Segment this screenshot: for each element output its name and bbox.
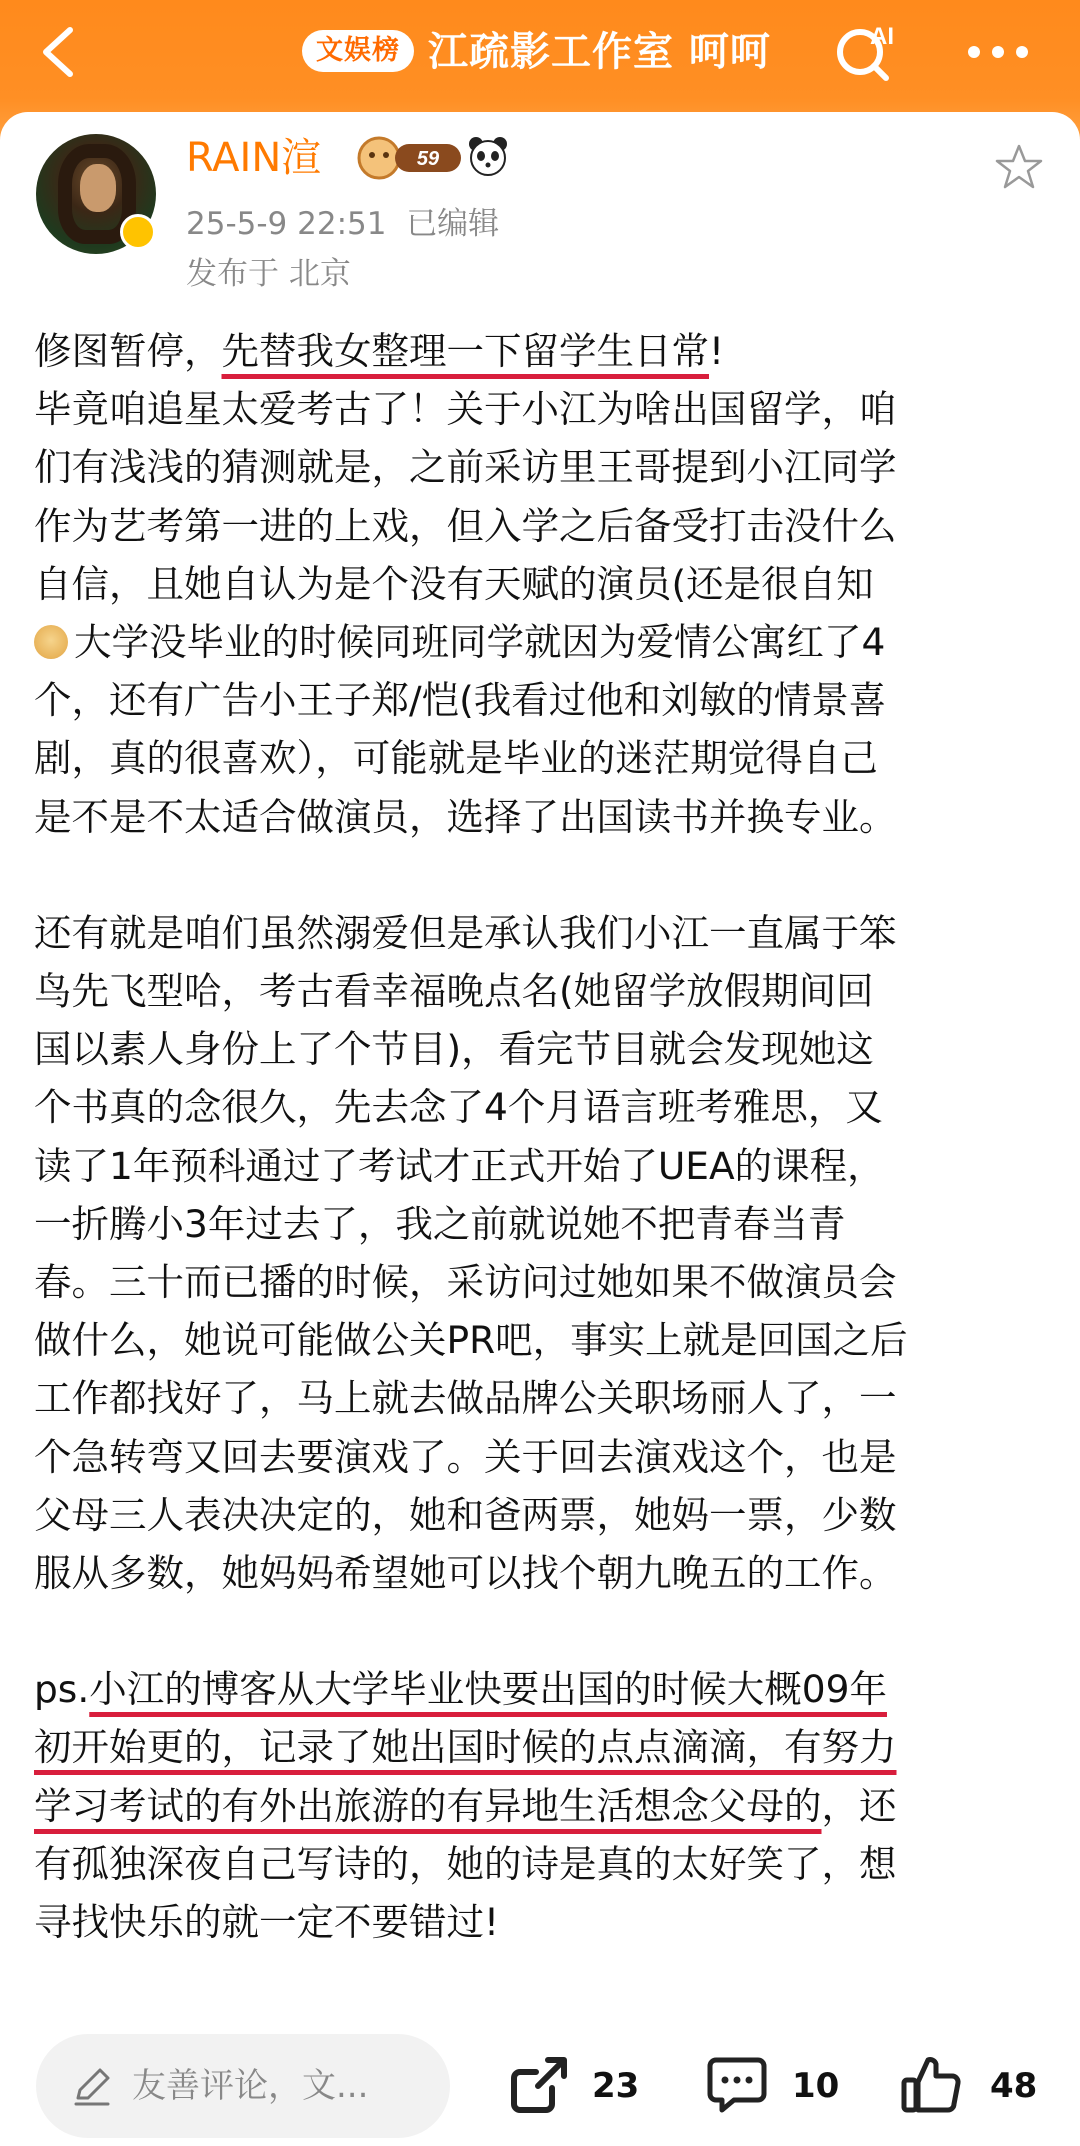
like-count[interactable]: 48 bbox=[990, 2066, 1038, 2106]
text-line: 个急转弯又回去要演戏了。关于回去演戏这个，也是 bbox=[34, 1434, 897, 1479]
text-line: 做什么，她说可能做公关PR吧，事实上就是回国之后 bbox=[34, 1318, 908, 1363]
post-meta-time bbox=[186, 202, 499, 246]
bottom-action-bar bbox=[0, 2034, 1080, 2146]
text-line: 春。三十而已播的时候，采访问过她如果不做演员会 bbox=[34, 1260, 897, 1305]
panda-icon bbox=[466, 134, 510, 178]
text-line: 工作都找好了，马上就去做品牌公关职场丽人了，一 bbox=[34, 1376, 897, 1421]
post-location: 发布于 北京 bbox=[186, 256, 351, 292]
topic-title[interactable]: 江疏影工作室 呵呵 bbox=[428, 29, 771, 75]
text-line: 是不是不太适合做演员，选择了出国读书并换专业。 bbox=[34, 794, 897, 839]
text-line: 有孤独深夜自己写诗的，她的诗是真的太好笑了，想 bbox=[34, 1841, 897, 1886]
text-line: ps.小江的博客从大学毕业快要出国的时候大概09年 bbox=[34, 1667, 887, 1712]
doge-emoji-icon bbox=[34, 625, 68, 659]
topic-tag[interactable]: 文娱榜 bbox=[302, 30, 414, 72]
ai-search-icon[interactable] bbox=[830, 18, 900, 88]
more-icon[interactable] bbox=[966, 44, 1030, 60]
text-line: 寻找快乐的就一定不要错过! bbox=[34, 1900, 500, 1945]
comment-input[interactable] bbox=[36, 2034, 450, 2138]
share-count[interactable]: 23 bbox=[592, 2066, 640, 2106]
edited-label[interactable]: 已编辑 bbox=[406, 206, 500, 242]
text-line: 作为艺考第一进的上戏，但入学之后备受打击没什么 bbox=[34, 503, 897, 548]
text-line: 初开始更的，记录了她出国时候的点点滴滴，有努力 bbox=[34, 1725, 897, 1770]
pen-icon bbox=[70, 2064, 114, 2108]
text-line: 个书真的念很久，先去念了4个月语言班考雅思，又 bbox=[34, 1085, 883, 1130]
text-line: 剧，真的很喜欢），可能就是毕业的迷茫期觉得自己 bbox=[34, 736, 878, 781]
username[interactable]: RAIN渲 bbox=[186, 135, 322, 181]
text-line: 大学没毕业的时候同班同学就因为爱情公寓红了4 bbox=[34, 613, 1054, 671]
comment-icon[interactable] bbox=[706, 2054, 768, 2116]
post-card bbox=[0, 112, 1080, 2046]
post-body bbox=[34, 322, 1054, 1951]
text-line: 个，还有广告小王子郑/恺(我看过他和刘敏的情景喜 bbox=[34, 678, 887, 723]
svg-text:AI: AI bbox=[870, 23, 894, 50]
post-time: 25-5-9 22:51 bbox=[186, 206, 387, 242]
text-line: 自信，且她自认为是个没有天赋的演员(还是很自知 bbox=[34, 561, 874, 606]
text-line: 还有就是咱们虽然溺爱但是承认我们小江一直属于笨 bbox=[34, 910, 897, 955]
text-line: 鸟先飞型哈，考古看幸福晚点名(她留学放假期间回 bbox=[34, 969, 874, 1014]
comment-count[interactable]: 10 bbox=[792, 2066, 840, 2106]
text-line: 读了1年预科通过了考试才正式开始了UEA的课程， bbox=[34, 1143, 885, 1188]
text-line: 学习考试的有外出旅游的有异地生活想念父母的，还 bbox=[34, 1783, 897, 1828]
text-line: 服从多数，她妈妈希望她可以找个朝九晚五的工作。 bbox=[34, 1551, 897, 1596]
verified-badge-icon bbox=[120, 214, 156, 250]
level-number: 59 bbox=[416, 148, 440, 170]
text-line: 毕竟咱追星太爱考古了！关于小江为啥出国留学，咱 bbox=[34, 387, 897, 432]
favorite-star-icon[interactable] bbox=[994, 142, 1044, 192]
text-line: 一折腾小3年过去了，我之前就说她不把青春当青 bbox=[34, 1201, 846, 1246]
level-badge-icon bbox=[355, 132, 465, 184]
text-line: 父母三人表决决定的，她和爸两票，她妈一票，少数 bbox=[34, 1492, 897, 1537]
text-line: 们有浅浅的猜测就是，之前采访里王哥提到小江同学 bbox=[34, 445, 897, 490]
text-line: 国以素人身份上了个节目)，看完节目就会发现她这 bbox=[34, 1027, 874, 1072]
back-icon[interactable] bbox=[30, 22, 90, 82]
like-icon[interactable] bbox=[900, 2054, 962, 2116]
text-line: 修图暂停，先替我女整理一下留学生日常! bbox=[34, 329, 725, 373]
share-icon[interactable] bbox=[508, 2054, 570, 2116]
comment-placeholder: 友善评论，文... bbox=[132, 2066, 369, 2106]
